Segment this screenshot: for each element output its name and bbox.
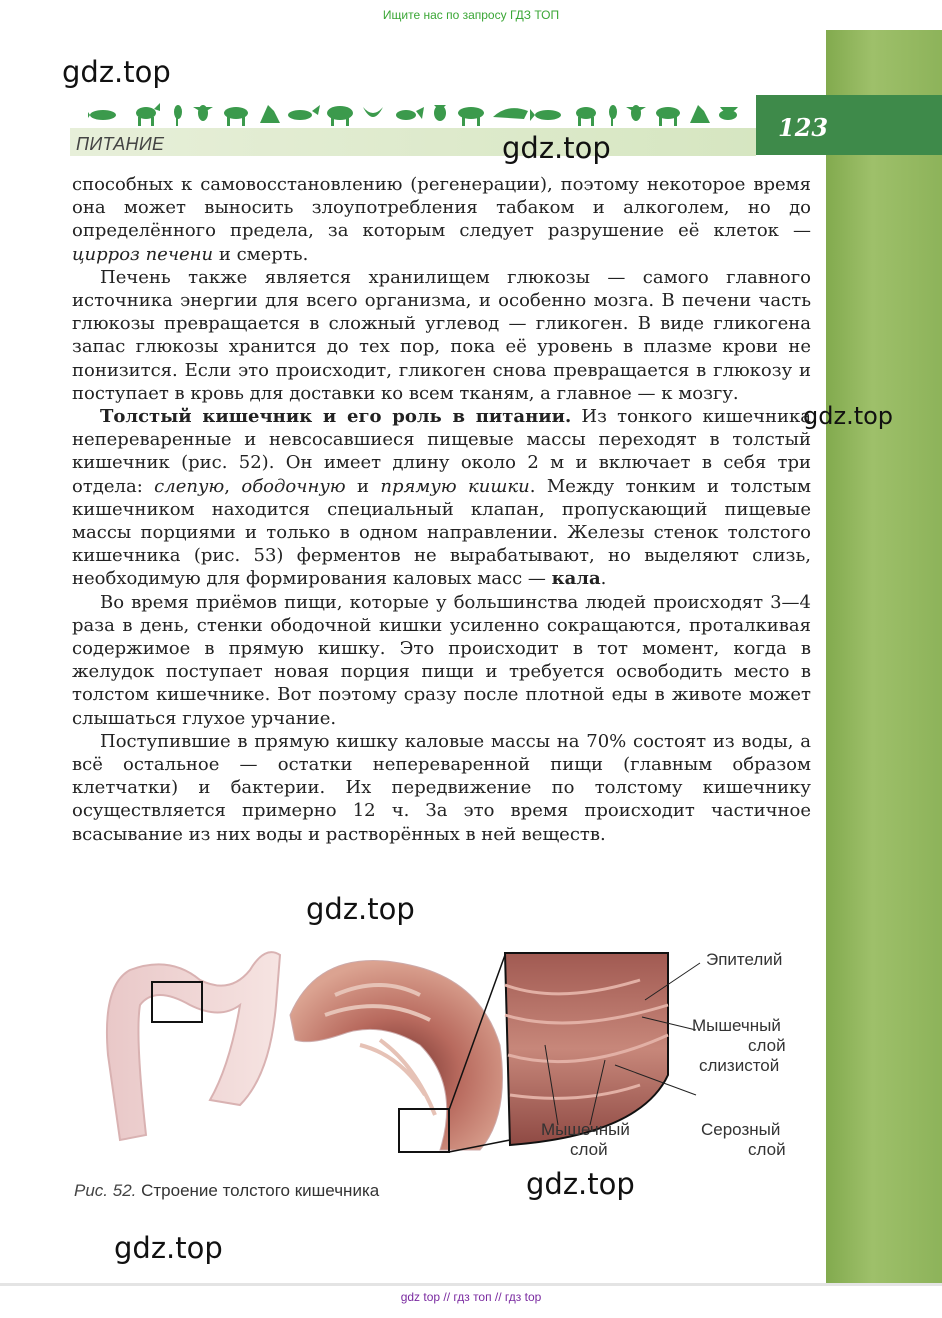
watermark: gdz.top (62, 55, 171, 89)
watermark: gdz.top (526, 1167, 635, 1201)
paragraph: Поступившие в прямую кишку каловые массы на 70% состоят из воды, а всё остальное — остатки непереваренной пищи (главным образом клетчатки) и бактерии. Их передвижение по толстому кишечнику осуществляется примерно 12 ч. За это время происходит частичное всасывание из них воды и растворённых в ней веществ. (72, 730, 811, 845)
label-muscular-layer: слой (570, 1140, 608, 1159)
animal-silhouettes-ornament (88, 97, 748, 129)
label-serous-layer: слой (748, 1140, 786, 1159)
figure-caption: Рис. 52. Строение толстого кишечника (74, 1181, 380, 1200)
watermark: gdz.top (306, 892, 415, 926)
bottom-links[interactable]: gdz top // гдз топ // гдз top (400, 1290, 542, 1304)
paragraph: Толстый кишечник и его роль в питании. Из тонкого кишечника непереваренные и невсосавшиеся пищевые массы переходят в толстый кишечник (рис. 52). Он имеет длину около 2 м и включает в себя три отдела: слепую, ободочную и прямую кишки. Между тонким и толстым кишечником находится специальный клапан, пропускающий пищевые массы порциями и только в одном направлении. Железы стенок толстого кишечника (рис. 53) ферментов не вырабатывают, но выделяют слизь, необходимую для формирования каловых масс — кала. (72, 406, 811, 590)
label-muscular-mucosa: слизистой (699, 1056, 780, 1075)
watermark: gdz.top (803, 402, 894, 430)
section-header-bar (70, 128, 756, 156)
paragraph: Печень также является хранилищем глюкозы — самого главного источника энергии для всего организма, и особенно мозга. В печени часть глюкозы превращается в сложный углевод — гликоген. В виде гликогена запас глюкозы хранится до тех пор, пока её уровень в плазме крови не понизится. Если это происходит, гликоген снова превращается в глюкозу и поступает в кровь для доставки ко всем тканям, а главное — к мозгу. (72, 266, 811, 404)
top-banner[interactable]: Ищите нас по запросу ГДЗ ТОП (382, 8, 560, 22)
page-shadow (0, 1283, 942, 1286)
watermark: gdz.top (114, 1231, 223, 1265)
label-muscular-mucosa: Мышечный (692, 1016, 781, 1035)
section-title: ПИТАНИЕ (76, 134, 165, 154)
label-epithelium: Эпителий (706, 950, 783, 969)
label-muscular-layer: Мышечный (541, 1120, 630, 1139)
label-muscular-mucosa: слой (748, 1036, 786, 1055)
watermark: gdz.top (502, 131, 611, 165)
page-number: 123 (778, 113, 829, 142)
body-text (72, 173, 811, 846)
paragraph: способных к самовосстановлению (регенерации), поэтому некоторое время она может выносить злоупотребления табаком и алкоголем, но до определённого предела, за которым следует разрушение её клеток — цирроз печени и смерть. (72, 174, 811, 265)
green-page-edge (826, 30, 942, 1283)
label-serous-layer: Серозный (701, 1120, 781, 1139)
paragraph: Во время приёмов пищи, которые у большинства людей происходят 3—4 раза в день, стенки ободочной кишки усиленно сокращаются, проталкивая содержимое в прямую кишку. Это происходит в тот момент, когда в желудок поступает новая порция пищи и требуется освободить место в толстом кишечнике. Вот поэтому сразу после плотной еды в животе может слышаться глухое урчание. (72, 591, 811, 729)
